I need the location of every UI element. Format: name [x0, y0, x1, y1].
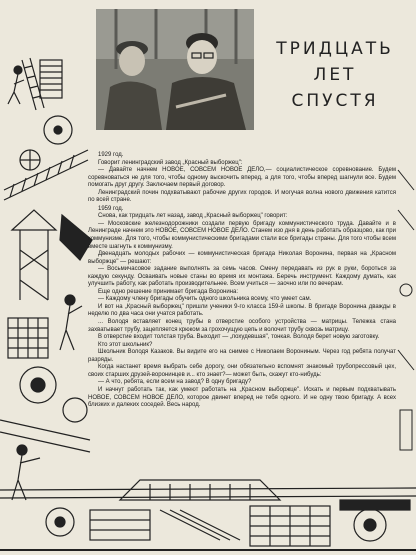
article-paragraph: 1929 год. [98, 152, 124, 158]
article-paragraph: ... Володя вставляет конец трубы в отверстие особого устройства — матрицы. Тележка стана захватывает трубу, зацепляется крюком за грохочущую цепь и волочит трубу сквозь матрицу. [88, 319, 396, 333]
article-body [88, 151, 396, 410]
photo-two-workers-icon [96, 9, 254, 130]
article-paragraph: Школьник Володя Казаков. Вы видите его на снимке с Николаем Ворониным. Через год ребята получат разряды. [88, 349, 396, 363]
article-paragraph: — Восьмичасовое задание выполнять за семь часов. Смену передавать из рук в руки, бороться за каждую секунду. Осваивать новые станы во время их монтажа. Беречь инструмент. Каждому думать, как улучшить работу, как работать производительнее. Всем учиться — заочно или по вечерам. [88, 266, 396, 288]
article-paragraph: Ленинградский почин подхватывают рабочие других городов. И могучая волна нового движения катится по всей стране. [88, 189, 396, 204]
article-paragraph: В отверстие входит толстая труба. Выходит — „похудевшая", тонкая. Володя берет новую заготовку. [98, 334, 380, 341]
article-paragraph: — А что, ребята, если всем на завод? В одну бригаду? [98, 379, 252, 386]
title-line-2: ЛЕТ [313, 65, 357, 85]
title-line-1: ТРИДЦАТЬ [276, 39, 394, 59]
article-paragraph: И начнут работать так, как умеют работать на „Красном выборжце". Искать и первым подхватывать НОВОЕ, СОВСЕМ НОВОЕ ДЕЛО, которое двинет вперед не тебя одного. И не одну твою бригаду. А всех близких и далеких соседей. Весь народ. [88, 386, 396, 409]
factory-machinery-bottom [0, 470, 416, 555]
article-paragraph: Когда настанет время выбрать себе дорогу, они обязательно вспомнят знакомый трубопрессовый цех, своих старших друзей-воронинцев и... кто знает?— может быть, скажут кто-нибудь: [88, 364, 396, 378]
article-paragraph: Говорит ленинградский завод „Красный выборжец": [98, 159, 243, 166]
article-paragraph: — Каждому члену бригады обучить одного школьника всему, что умеет сам. [98, 296, 312, 303]
rolling-mill-right [396, 150, 416, 480]
article-paragraph: — Давайте начнем НОВОЕ, СОВСЕМ НОВОЕ ДЕЛО,— социалистическое соревнование. Будем соревноваться не для того, чтобы одному выскочить вперед, а для того, чтобы вперед шагнули все. Будем помогать друг другу. Заключаем первый договор. [88, 167, 396, 189]
title-line-3: СПУСТЯ [291, 91, 379, 111]
page-title [262, 36, 408, 114]
article-paragraph: 1959 год. [98, 205, 124, 212]
article-paragraph: И вот на „Красный выборжец" пришли ученики 9-го класса 159-й школы. В бригаде Воронина дважды в неделю по два часа они учатся работать. [88, 303, 396, 318]
article-paragraph: Кто этот школьник? [98, 341, 153, 348]
article-paragraph: — Московские железнодорожники создали первую бригаду коммунистического труда. Давайте и в Ленинграде начнем это НОВОЕ, СОВСЕМ НОВОЕ ДЕЛО. Станем изо дня в день работать образцово, как при коммунизме. Для того, чтобы коммунистическими бригадами стали все бригады страны. Для того чтобы всем вместе шагнуть к коммунизму. [88, 220, 396, 250]
photo-two-workers [96, 9, 254, 130]
article-paragraph: Снова, как тридцать лет назад, завод „Красный выборжец" говорит: [98, 213, 288, 220]
article-paragraph: Еще одно решение принимает бригада Воронина: [98, 288, 239, 295]
article-paragraph: Двенадцать молодых рабочих — коммунистическая бригада Николая Воронина, первая на „Красном выборжце" — решают: [88, 251, 396, 265]
